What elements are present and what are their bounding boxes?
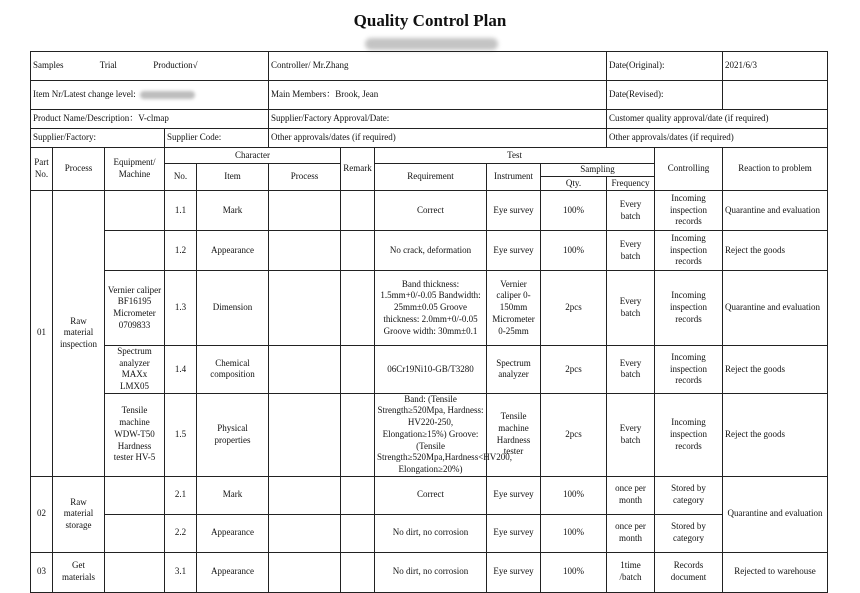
- char-process-cell: [269, 191, 341, 231]
- col-test: Test: [375, 148, 655, 164]
- remark-cell: [341, 552, 375, 592]
- item-cell: Physical properties: [197, 393, 269, 476]
- requirement-cell: 06Cr19Ni10-GB/T3280: [375, 346, 487, 394]
- char-process-cell: [269, 552, 341, 592]
- remark-cell: [341, 514, 375, 552]
- supplier-approval-cell: Supplier/Factory Approval/Date:: [269, 110, 607, 129]
- col-frequency: Frequency: [607, 177, 655, 191]
- frequency-cell: 1time /batch: [607, 552, 655, 592]
- qty-cell: 100%: [541, 514, 607, 552]
- instrument-cell: Eye survey: [487, 552, 541, 592]
- controlling-cell: Incoming inspection records: [655, 346, 723, 394]
- table-row: [31, 191, 828, 231]
- process-cell: Raw material inspection: [53, 191, 105, 477]
- other-approvals-cell-2: Other approvals/dates (if required): [607, 129, 828, 148]
- col-controlling: Controlling: [655, 148, 723, 191]
- other-approvals-cell-1: Other approvals/dates (if required): [269, 129, 607, 148]
- part-no-cell: 02: [31, 476, 53, 552]
- col-reaction: Reaction to problem: [723, 148, 828, 191]
- header-row-supplier: [31, 129, 828, 148]
- col-qty: Qty.: [541, 177, 607, 191]
- process-cell: Get materials: [53, 552, 105, 592]
- document-title: Quality Control Plan: [353, 11, 507, 30]
- remark-cell: [341, 393, 375, 476]
- char-process-cell: [269, 231, 341, 271]
- instrument-cell: Spectrum analyzer: [487, 346, 541, 394]
- no-cell: 1.2: [165, 231, 197, 271]
- frequency-cell: Every batch: [607, 191, 655, 231]
- equipment-cell: Tensile machine WDW-T50 Hardness tester HV-5: [105, 393, 165, 476]
- col-part-no: Part No.: [31, 148, 53, 191]
- table-row: [31, 346, 828, 394]
- no-cell: 2.1: [165, 476, 197, 514]
- col-item: Item: [197, 164, 269, 191]
- reaction-cell: Reject the goods: [723, 346, 828, 394]
- controlling-cell: Incoming inspection records: [655, 271, 723, 346]
- item-cell: Appearance: [197, 552, 269, 592]
- col-char-process: Process: [269, 164, 341, 191]
- frequency-cell: Every batch: [607, 231, 655, 271]
- instrument-cell: Eye survey: [487, 514, 541, 552]
- reaction-cell: Quarantine and evaluation: [723, 271, 828, 346]
- no-cell: 3.1: [165, 552, 197, 592]
- part-no-cell: 03: [31, 552, 53, 592]
- qty-cell: 100%: [541, 552, 607, 592]
- no-cell: 1.3: [165, 271, 197, 346]
- no-cell: 1.4: [165, 346, 197, 394]
- instrument-cell: Tensile machine Hardness tester: [487, 393, 541, 476]
- controlling-cell: Incoming inspection records: [655, 393, 723, 476]
- no-cell: 1.5: [165, 393, 197, 476]
- date-original-label: Date(Original):: [607, 52, 723, 81]
- col-process: Process: [53, 148, 105, 191]
- instrument-cell: Eye survey: [487, 191, 541, 231]
- no-cell: 2.2: [165, 514, 197, 552]
- redacted-company-name: [365, 38, 498, 50]
- trial-label: Trial: [99, 60, 117, 71]
- header-row-product: [31, 110, 828, 129]
- part-no-cell: 01: [31, 191, 53, 477]
- equipment-cell: Spectrum analyzer MAXx LMX05: [105, 346, 165, 394]
- char-process-cell: [269, 271, 341, 346]
- table-row: [31, 552, 828, 592]
- requirement-cell: No crack, deformation: [375, 231, 487, 271]
- qty-cell: 2pcs: [541, 393, 607, 476]
- table-row: [31, 476, 828, 514]
- header-row-item: [31, 81, 828, 110]
- char-process-cell: [269, 476, 341, 514]
- table-row: [31, 231, 828, 271]
- equipment-cell: Vernier caliper BF16195 Micrometer 0709833: [105, 271, 165, 346]
- frequency-cell: once per month: [607, 514, 655, 552]
- remark-cell: [341, 346, 375, 394]
- product-name-cell: Product Name/Description：V-clmap: [31, 110, 269, 129]
- production-label: Production√: [153, 60, 198, 71]
- reaction-cell: Quarantine and evaluation: [723, 191, 828, 231]
- table-row: [31, 514, 828, 552]
- table-row: [31, 271, 828, 346]
- no-cell: 1.1: [165, 191, 197, 231]
- date-revised-value: [723, 81, 828, 110]
- col-no: No.: [165, 164, 197, 191]
- equipment-cell: [105, 476, 165, 514]
- instrument-cell: Eye survey: [487, 231, 541, 271]
- requirement-cell: Band: (Tensile Strength≥520Mpa, Hardness: HV220-250, Elongation≥15%) Groove: (Tensile Strength≥520Mpa,Hardness<HV200, Elongation≥20%): [375, 393, 487, 476]
- redacted-item-nr: [140, 91, 195, 99]
- instrument-cell: Eye survey: [487, 476, 541, 514]
- item-nr-label: Item Nr/Latest change level:: [33, 89, 136, 100]
- remark-cell: [341, 191, 375, 231]
- equipment-cell: [105, 552, 165, 592]
- item-nr-cell: [31, 81, 269, 110]
- column-header-row-1: [31, 148, 828, 164]
- supplier-code-cell: Supplier Code:: [165, 129, 269, 148]
- controlling-cell: Stored by category: [655, 514, 723, 552]
- requirement-cell: Correct: [375, 191, 487, 231]
- requirement-cell: No dirt, no corrosion: [375, 552, 487, 592]
- customer-approval-cell: Customer quality approval/date (if required): [607, 110, 828, 129]
- instrument-cell: Vernier caliper 0-150mm Micrometer 0-25mm: [487, 271, 541, 346]
- header-row-samples: [31, 52, 828, 81]
- reaction-cell: Quarantine and evaluation: [723, 476, 828, 552]
- controlling-cell: Incoming inspection records: [655, 231, 723, 271]
- remark-cell: [341, 271, 375, 346]
- col-sampling: Sampling: [541, 164, 655, 177]
- controlling-cell: Incoming inspection records: [655, 191, 723, 231]
- item-cell: Appearance: [197, 231, 269, 271]
- qty-cell: 100%: [541, 231, 607, 271]
- main-members-cell: Main Members：Brook, Jean: [269, 81, 607, 110]
- date-original-value: 2021/6/3: [723, 52, 828, 81]
- remark-cell: [341, 231, 375, 271]
- quality-control-plan-table: [30, 51, 828, 593]
- controller-cell: Controller/ Mr.Zhang: [269, 52, 607, 81]
- reaction-cell: Reject the goods: [723, 393, 828, 476]
- reaction-cell: Reject the goods: [723, 231, 828, 271]
- char-process-cell: [269, 393, 341, 476]
- samples-label: Samples: [33, 60, 64, 71]
- char-process-cell: [269, 514, 341, 552]
- item-cell: Mark: [197, 476, 269, 514]
- reaction-cell: Rejected to warehouse: [723, 552, 828, 592]
- qty-cell: 100%: [541, 191, 607, 231]
- item-cell: Chemical composition: [197, 346, 269, 394]
- qty-cell: 100%: [541, 476, 607, 514]
- equipment-cell: [105, 514, 165, 552]
- frequency-cell: Every batch: [607, 346, 655, 394]
- controlling-cell: Records document: [655, 552, 723, 592]
- samples-cell: [31, 52, 269, 81]
- qty-cell: 2pcs: [541, 346, 607, 394]
- process-cell: Raw material storage: [53, 476, 105, 552]
- item-cell: Appearance: [197, 514, 269, 552]
- char-process-cell: [269, 346, 341, 394]
- remark-cell: [341, 476, 375, 514]
- col-equipment: Equipment/ Machine: [105, 148, 165, 191]
- table-row: [31, 393, 828, 476]
- equipment-cell: [105, 231, 165, 271]
- equipment-cell: [105, 191, 165, 231]
- col-instrument: Instrument: [487, 164, 541, 191]
- requirement-cell: Band thickness: 1.5mm+0/-0.05 Bandwidth: 25mm±0.05 Groove thickness: 2.0mm+0/-0.05 Groove width: 30mm±0.1: [375, 271, 487, 346]
- requirement-cell: No dirt, no corrosion: [375, 514, 487, 552]
- qty-cell: 2pcs: [541, 271, 607, 346]
- requirement-cell: Correct: [375, 476, 487, 514]
- frequency-cell: once per month: [607, 476, 655, 514]
- item-cell: Mark: [197, 191, 269, 231]
- item-cell: Dimension: [197, 271, 269, 346]
- col-remark: Remark: [341, 148, 375, 191]
- supplier-factory-cell: Supplier/Factory:: [31, 129, 165, 148]
- controlling-cell: Stored by category: [655, 476, 723, 514]
- col-requirement: Requirement: [375, 164, 487, 191]
- frequency-cell: Every batch: [607, 393, 655, 476]
- col-character: Character: [165, 148, 341, 164]
- frequency-cell: Every batch: [607, 271, 655, 346]
- date-revised-label: Date(Revised):: [607, 81, 723, 110]
